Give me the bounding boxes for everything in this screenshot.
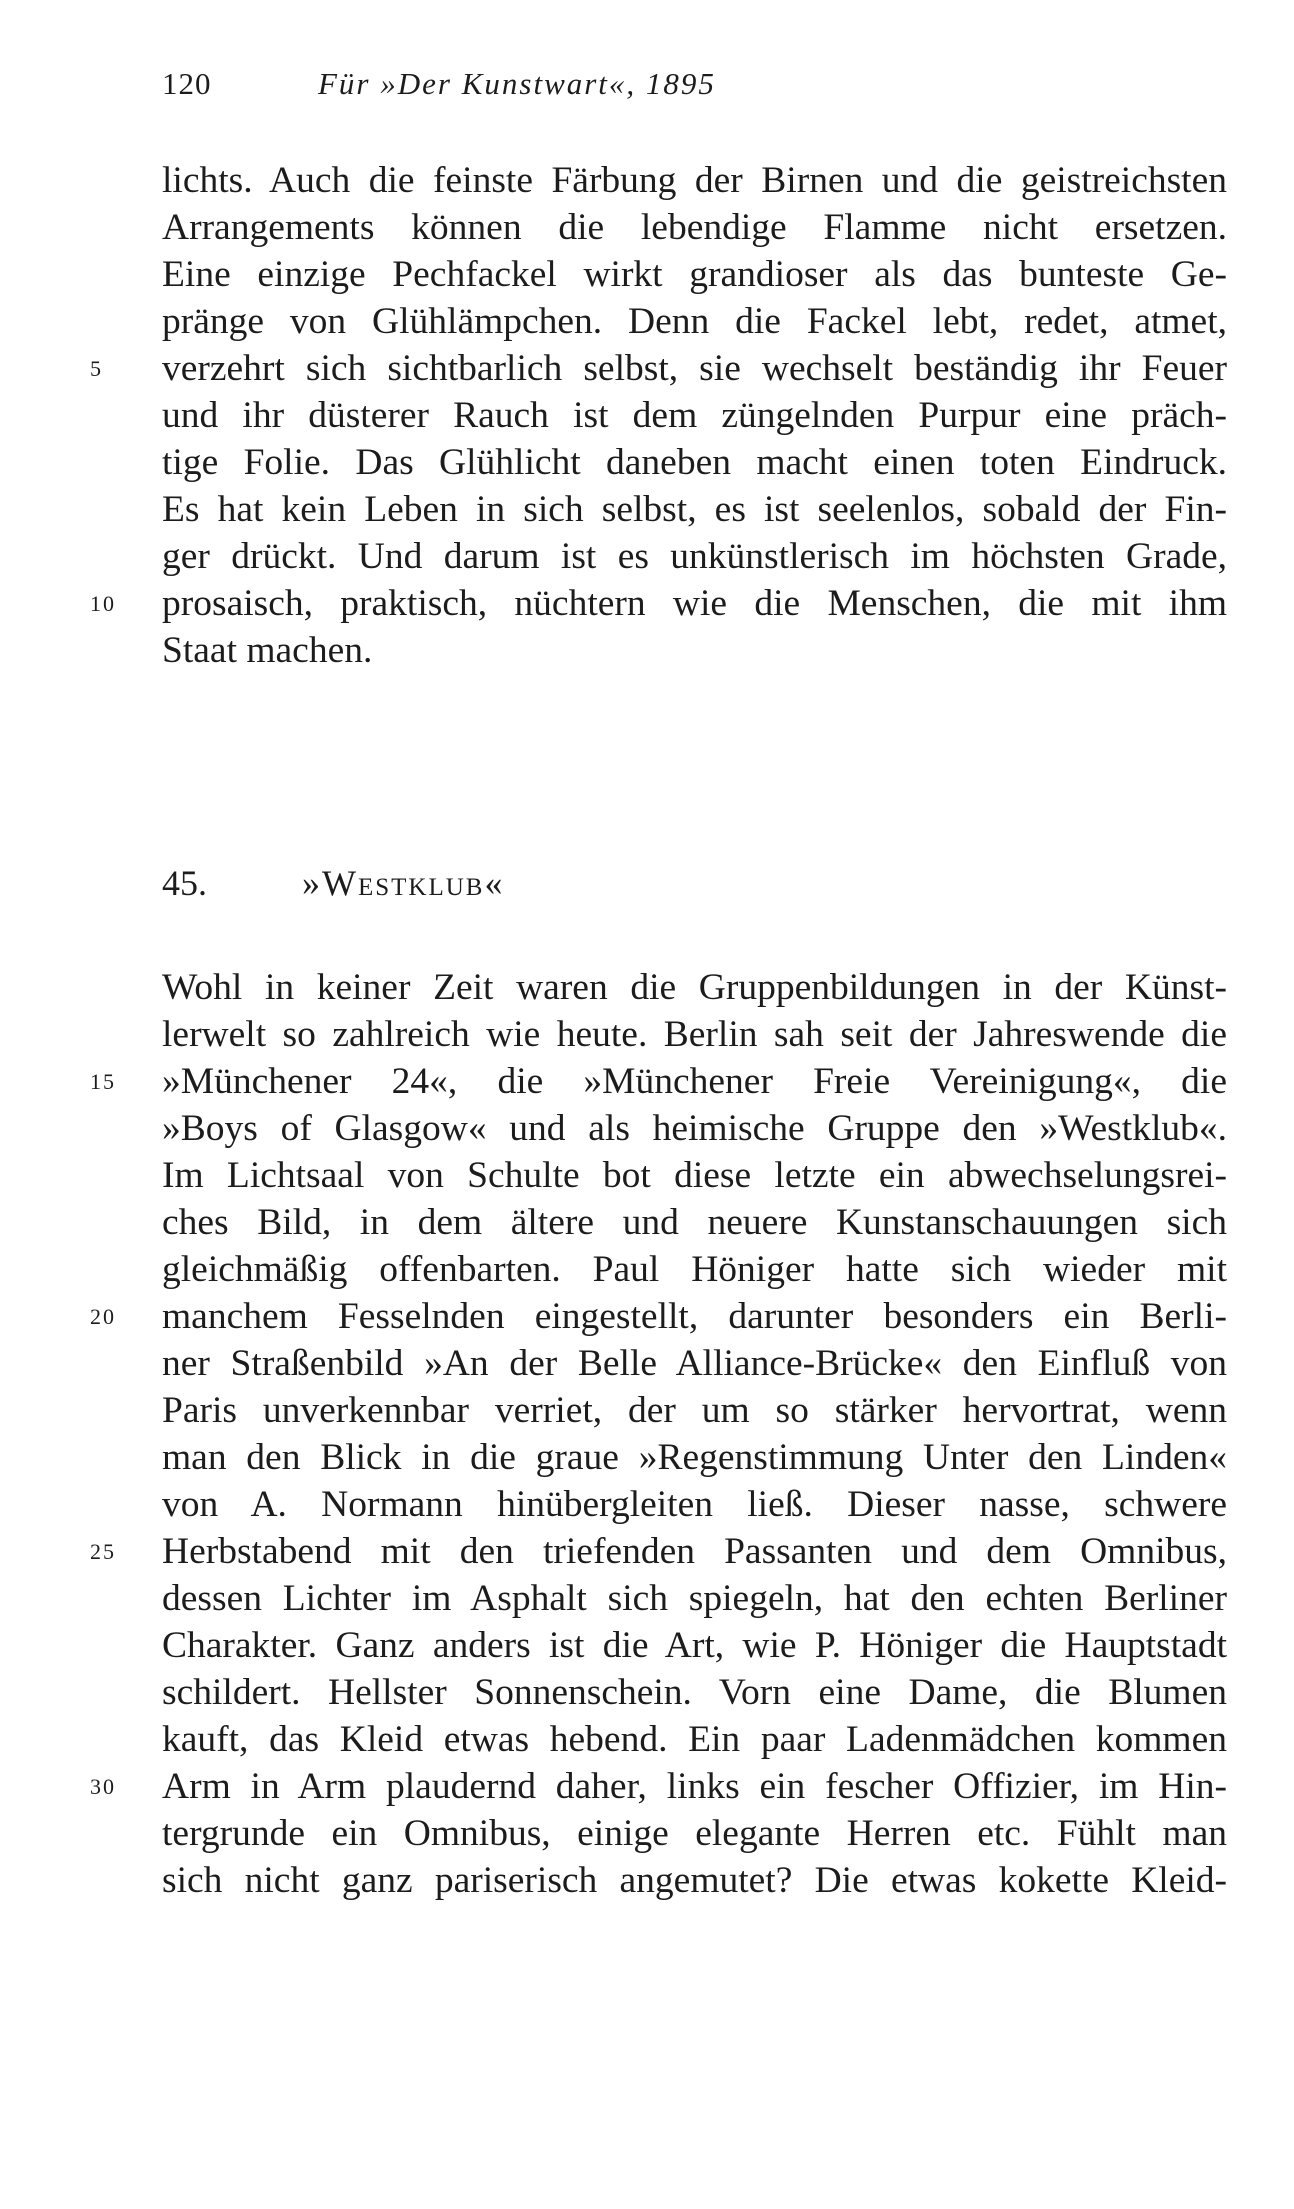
text-line: man den Blick in die graue »Regenstimmung Unter den Linden«	[162, 1437, 1227, 1478]
text-line: Charakter. Ganz anders ist die Art, wie P. Höniger die Hauptstadt	[162, 1625, 1227, 1666]
text-line: lerwelt so zahlreich wie heute. Berlin sah seit der Jahreswende die	[162, 1014, 1227, 1055]
text-line: Eine einzige Pechfackel wirkt grandioser als das bunteste Ge-	[162, 254, 1227, 295]
text-line: Staat machen.	[162, 630, 373, 671]
line-number: 10	[90, 591, 116, 616]
text-line: »Boys of Glasgow« und als heimische Gruppe den »Westklub«.	[162, 1108, 1227, 1149]
text-line: sich nicht ganz pariserisch angemutet? Die etwas kokette Kleid-	[162, 1860, 1227, 1901]
text-line: von A. Normann hinübergleiten ließ. Dieser nasse, schwere	[162, 1484, 1227, 1525]
text-line: manchem Fesselnden eingestellt, darunter besonders ein Berli-	[162, 1296, 1227, 1337]
text-line: Paris unverkennbar verriet, der um so stärker hervortrat, wenn	[162, 1390, 1227, 1431]
text-line: und ihr düsterer Rauch ist dem züngelnden Purpur eine präch-	[162, 395, 1227, 436]
text-line: »Münchener 24«, die »Münchener Freie Vereinigung«, die	[162, 1061, 1227, 1102]
text-line: Im Lichtsaal von Schulte bot diese letzte ein abwechselungsrei-	[162, 1155, 1227, 1196]
page-number: 120	[162, 66, 212, 101]
text-line: schildert. Hellster Sonnenschein. Vorn eine Dame, die Blumen	[162, 1672, 1227, 1713]
line-number: 30	[90, 1774, 116, 1799]
running-title: Für »Der Kunstwart«, 1895	[318, 66, 716, 101]
line-number: 5	[90, 356, 103, 381]
section-heading	[162, 860, 504, 906]
text-line: verzehrt sich sichtbarlich selbst, sie wechselt beständig ihr Feuer	[162, 348, 1227, 389]
line-number: 25	[90, 1539, 116, 1564]
text-line: Es hat kein Leben in sich selbst, es ist seelenlos, sobald der Fin-	[162, 489, 1227, 530]
text-line: pränge von Glühlämpchen. Denn die Fackel lebt, redet, atmet,	[162, 301, 1227, 342]
text-line: Arrangements können die lebendige Flamme nicht ersetzen.	[162, 207, 1227, 248]
text-line: tige Folie. Das Glühlicht daneben macht einen toten Eindruck.	[162, 442, 1227, 483]
text-line: ner Straßenbild »An der Belle Alliance-Brücke« den Einfluß von	[162, 1343, 1227, 1384]
text-line: lichts. Auch die feinste Färbung der Birnen und die geistreichsten	[162, 160, 1227, 201]
text-line: Arm in Arm plaudernd daher, links ein fescher Offizier, im Hin-	[162, 1766, 1227, 1807]
text-line: dessen Lichter im Asphalt sich spiegeln, hat den echten Berliner	[162, 1578, 1227, 1619]
text-line: ger drückt. Und darum ist es unkünstlerisch im höchsten Grade,	[162, 536, 1227, 577]
section-title: »Westklub«	[302, 863, 505, 903]
text-line: Herbstabend mit den triefenden Passanten und dem Omnibus,	[162, 1531, 1227, 1572]
text-line: gleichmäßig offenbarten. Paul Höniger hatte sich wieder mit	[162, 1249, 1227, 1290]
line-number: 15	[90, 1069, 116, 1094]
text-line: tergrunde ein Omnibus, einige elegante Herren etc. Fühlt man	[162, 1813, 1227, 1854]
section-number: 45.	[162, 863, 207, 903]
text-line: Wohl in keiner Zeit waren die Gruppenbildungen in der Künst-	[162, 967, 1227, 1008]
running-head	[162, 66, 716, 102]
text-line: kauft, das Kleid etwas hebend. Ein paar Ladenmädchen kommen	[162, 1719, 1227, 1760]
text-line: prosaisch, praktisch, nüchtern wie die Menschen, die mit ihm	[162, 583, 1227, 624]
line-number: 20	[90, 1304, 116, 1329]
text-line: ches Bild, in dem ältere und neuere Kunstanschauungen sich	[162, 1202, 1227, 1243]
